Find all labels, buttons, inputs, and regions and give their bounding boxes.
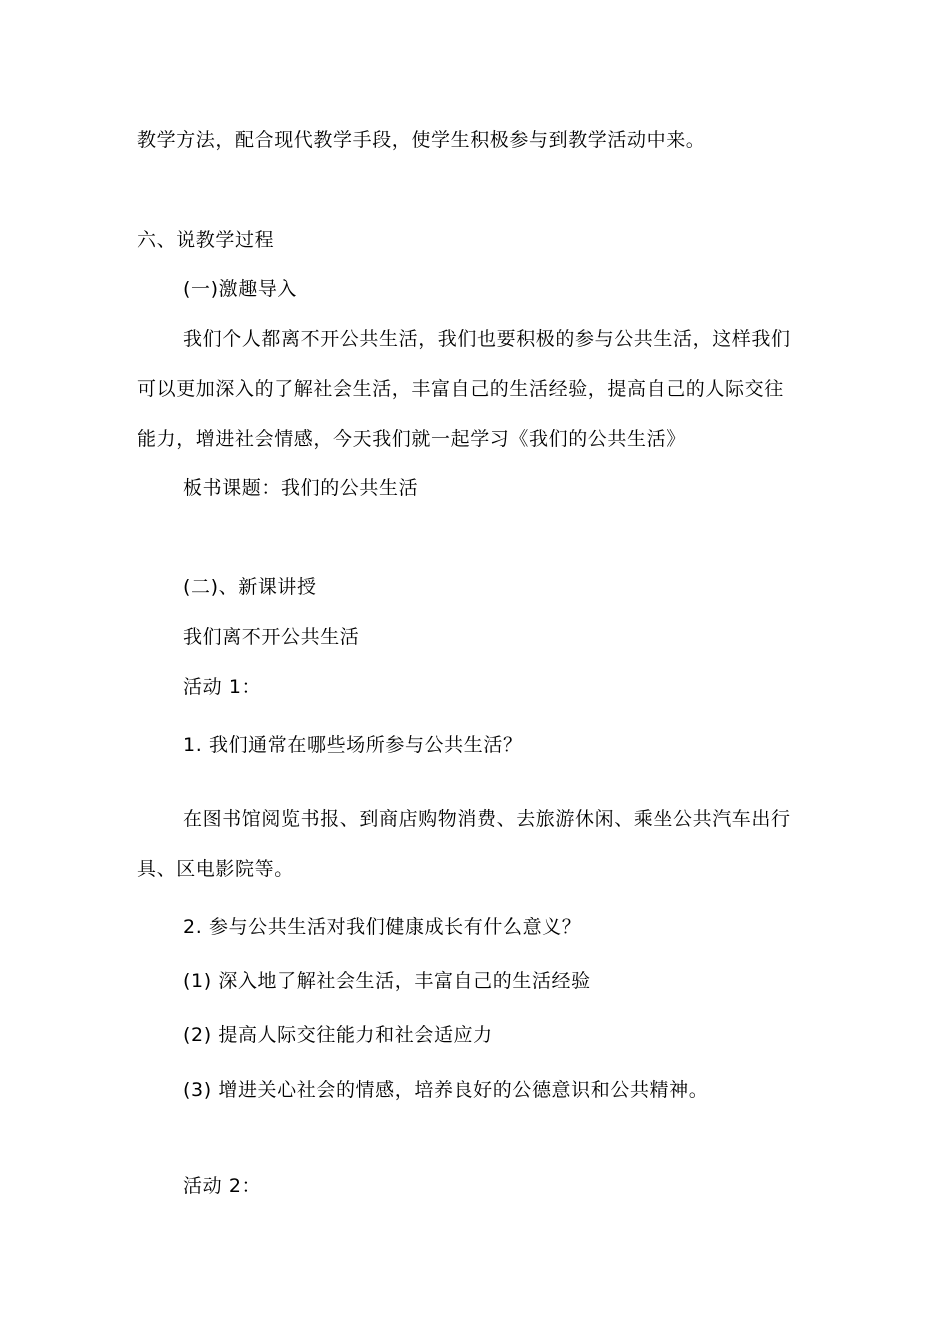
list-item: (2) 提高人际交往能力和社会适应力 [183,1024,493,1046]
section-heading: 六、说教学过程 [137,229,275,251]
question-item: 1. 我们通常在哪些场所参与公共生活？ [183,734,523,756]
intro-paragraph-line: 可以更加深入的了解社会生活，丰富自己的生活经验，提高自己的人际交往 [137,378,784,400]
answer-paragraph-line: 在图书馆阅览书报、到商店购物消费、去旅游休闲、乘坐公共汽车出行 [183,808,791,830]
intro-paragraph-line: 能力，增进社会情感，今天我们就一起学习《我们的公共生活》 [137,428,686,450]
intro-paragraph-line: 我们个人都离不开公共生活，我们也要积极的参与公共生活，这样我们 [183,328,791,350]
subsection-heading: (二)、新课讲授 [183,576,317,598]
question-item: 2. 参与公共生活对我们健康成长有什么意义？ [183,916,582,938]
subsection-heading: (一)激趣导入 [183,278,298,300]
topic-line: 我们离不开公共生活 [183,626,360,648]
activity-label: 活动 1： [183,676,262,698]
answer-paragraph-line: 具、区电影院等。 [137,858,294,880]
list-item: (1) 深入地了解社会生活，丰富自己的生活经验 [183,970,591,992]
activity-label: 活动 2： [183,1175,262,1197]
list-item: (3) 增进关心社会的情感，培养良好的公德意识和公共精神。 [183,1079,709,1101]
paragraph-continuation: 教学方法，配合现代教学手段，使学生积极参与到教学活动中来。 [137,129,706,151]
board-title-line: 板书课题：我们的公共生活 [183,477,419,499]
